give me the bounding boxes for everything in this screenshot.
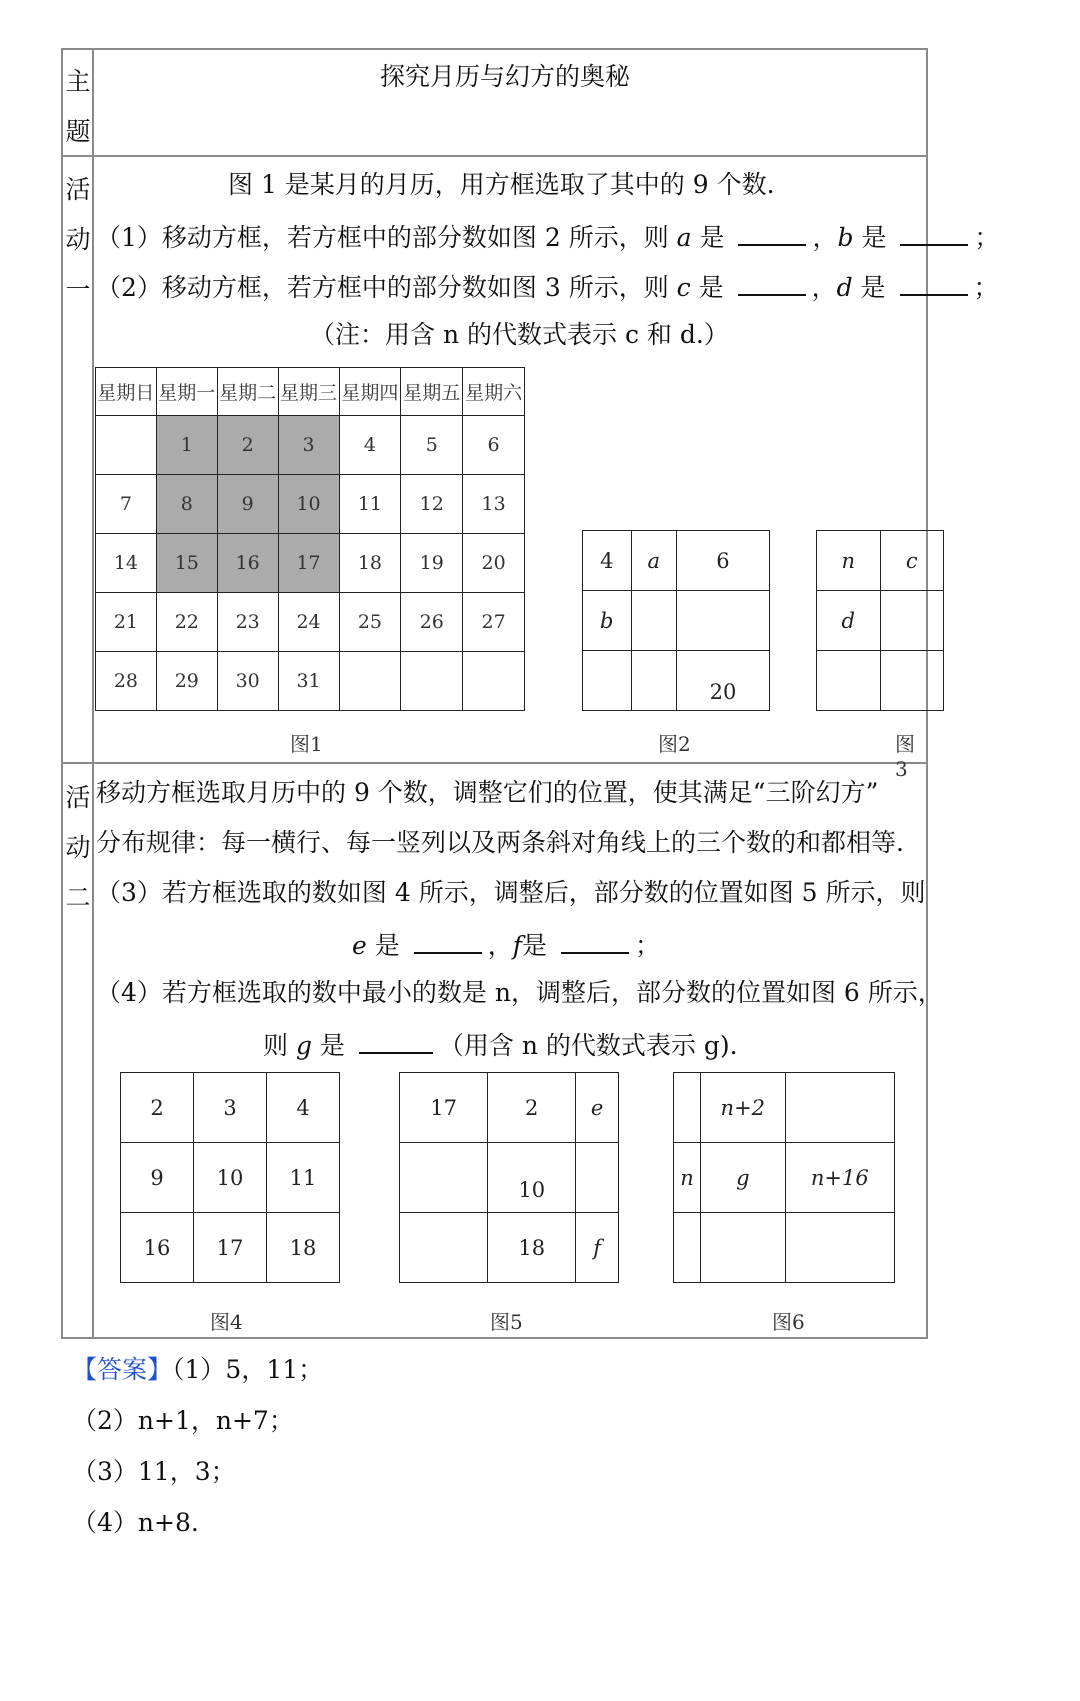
- fig5-cell: 10: [488, 1143, 576, 1213]
- table-border-top: [61, 48, 928, 50]
- fig3-cell: n: [817, 531, 881, 591]
- calendar-figure: [95, 367, 525, 711]
- calendar-cell: [96, 416, 157, 475]
- activity2-label-1: 活: [65, 783, 91, 812]
- calendar-cell: 26: [401, 593, 463, 652]
- fig6-cell: [785, 1213, 894, 1283]
- activity1-intro: 图 1 是某月的月历，用方框选取了其中的 9 个数.: [228, 170, 775, 199]
- topic-label-1: 主: [65, 67, 91, 96]
- answer-line-1: 【答案】（1）5，11；: [72, 1355, 324, 1384]
- topic-label-2: 题: [65, 117, 91, 146]
- answer-tag: 【答案】: [72, 1355, 173, 1384]
- fig5-cell: f: [576, 1213, 619, 1283]
- fig2-cell: 4: [583, 531, 632, 591]
- fig4-cell: 16: [121, 1213, 194, 1283]
- calendar-cell: 29: [156, 652, 217, 711]
- fig4-cell: 11: [267, 1143, 340, 1213]
- fig3-cell: [817, 651, 881, 711]
- calendar-cell: 7: [96, 475, 157, 534]
- calendar-header: 星期一: [156, 368, 217, 416]
- topic-title: 探究月历与幻方的奥秘: [380, 62, 631, 91]
- fig6-cell: [701, 1213, 786, 1283]
- fig5-cell: e: [576, 1073, 619, 1143]
- calendar-week-row: [96, 593, 525, 652]
- calendar-header: 星期二: [217, 368, 278, 416]
- calendar-header: 星期三: [278, 368, 339, 416]
- calendar-week-row: [96, 475, 525, 534]
- question-3-line1: （3）若方框选取的数如图 4 所示，调整后，部分数的位置如图 5 所示，则: [96, 878, 926, 907]
- fig4-cell: 17: [194, 1213, 267, 1283]
- fig2-cell: [583, 651, 632, 711]
- calendar-cell: 23: [217, 593, 278, 652]
- calendar-cell-selected: 1: [156, 416, 217, 475]
- calendar-week-row: [96, 652, 525, 711]
- calendar-header: 星期四: [339, 368, 401, 416]
- figure3-grid: [816, 530, 944, 711]
- activity1-label-3: 一: [65, 275, 91, 304]
- activity1-label-1: 活: [65, 175, 91, 204]
- activity2-intro-2: 分布规律：每一横行、每一竖列以及两条斜对角线上的三个数的和都相等.: [96, 828, 904, 857]
- calendar-cell: 18: [339, 534, 401, 593]
- calendar-cell: 4: [339, 416, 401, 475]
- calendar-week-row: [96, 534, 525, 593]
- fig3-cell: [880, 651, 944, 711]
- answer-blank-a[interactable]: [738, 220, 806, 246]
- fig5-cell: [400, 1143, 488, 1213]
- fig2-cell: [676, 591, 769, 651]
- fig2-cell: a: [631, 531, 676, 591]
- fig5-cell: [400, 1213, 488, 1283]
- fig5-cell: 17: [400, 1073, 488, 1143]
- question-4-line2: 则 g 是 （用含 n 的代数式表示 g).: [263, 1028, 738, 1061]
- fig3-cell: c: [880, 531, 944, 591]
- fig5-cell: 18: [488, 1213, 576, 1283]
- figure3-caption-clip: [895, 728, 926, 781]
- table-border-bottom: [61, 1337, 928, 1339]
- calendar-header: 星期六: [463, 368, 525, 416]
- fig5-cell: 2: [488, 1073, 576, 1143]
- answer-blank-c[interactable]: [738, 270, 806, 296]
- fig6-cell: [674, 1213, 701, 1283]
- figure2-caption: 图2: [658, 732, 691, 756]
- activity2-label-2: 动: [65, 833, 91, 862]
- calendar-cell: 12: [401, 475, 463, 534]
- calendar-cell: 14: [96, 534, 157, 593]
- answer-line-3: （3）11，3；: [72, 1457, 236, 1486]
- figure4-grid: [120, 1072, 340, 1283]
- calendar-cell-selected: 2: [217, 416, 278, 475]
- calendar-cell-selected: 8: [156, 475, 217, 534]
- calendar-cell: 13: [463, 475, 525, 534]
- calendar-header-row: [96, 368, 525, 416]
- fig4-cell: 2: [121, 1073, 194, 1143]
- calendar-cell: 27: [463, 593, 525, 652]
- figure2-grid: [582, 530, 770, 711]
- calendar-cell-selected: 16: [217, 534, 278, 593]
- calendar-cell-selected: 10: [278, 475, 339, 534]
- figure3-clip: [815, 529, 926, 713]
- fig2-cell: [631, 591, 676, 651]
- figure6-grid: [673, 1072, 895, 1283]
- question-1: （1）移动方框，若方框中的部分数如图 2 所示，则 a 是 ，b 是 ；: [96, 220, 999, 253]
- calendar-cell: 21: [96, 593, 157, 652]
- calendar-cell-selected: 15: [156, 534, 217, 593]
- answer-line-4: （4）n+8.: [72, 1508, 199, 1537]
- calendar-cell: 11: [339, 475, 401, 534]
- figure5-caption: 图5: [490, 1310, 523, 1334]
- calendar-cell: [339, 652, 401, 711]
- fig4-cell: 3: [194, 1073, 267, 1143]
- answer-blank-b[interactable]: [900, 220, 968, 246]
- answer-line-2: （2）n+1，n+7；: [72, 1406, 294, 1435]
- activity2-label-3: 二: [65, 883, 91, 912]
- fig4-cell: 9: [121, 1143, 194, 1213]
- figure5-grid: [399, 1072, 619, 1283]
- figure6-caption: 图6: [772, 1310, 805, 1334]
- calendar-cell: 6: [463, 416, 525, 475]
- fig6-cell: n: [674, 1143, 701, 1213]
- fig4-cell: 4: [267, 1073, 340, 1143]
- fig3-cell: d: [817, 591, 881, 651]
- figure1-caption: 图1: [290, 732, 323, 756]
- fig6-cell: [674, 1073, 701, 1143]
- calendar-cell: [401, 652, 463, 711]
- activity1-label-2: 动: [65, 225, 91, 254]
- answer-blank-d[interactable]: [900, 270, 968, 296]
- calendar-cell: 24: [278, 593, 339, 652]
- figure4-caption: 图4: [210, 1310, 243, 1334]
- activity1-note: （注：用含 n 的代数式表示 c 和 d.）: [310, 320, 729, 349]
- calendar-header: 星期日: [96, 368, 157, 416]
- figure3-caption: 图3: [895, 732, 915, 781]
- calendar-cell: [463, 652, 525, 711]
- question-3-line2: e 是 ，f是 ；: [352, 928, 660, 961]
- fig3-cell: [880, 591, 944, 651]
- fig6-cell: g: [701, 1143, 786, 1213]
- answer-blank-e[interactable]: [414, 928, 482, 954]
- fig6-cell: [785, 1073, 894, 1143]
- question-4-line1: （4）若方框选取的数中最小的数是 n，调整后，部分数的位置如图 6 所示，: [96, 978, 943, 1007]
- calendar-cell: 28: [96, 652, 157, 711]
- calendar-cell: 22: [156, 593, 217, 652]
- calendar-cell: 5: [401, 416, 463, 475]
- fig2-cell: b: [583, 591, 632, 651]
- calendar-cell: 20: [463, 534, 525, 593]
- fig6-cell: n+2: [701, 1073, 786, 1143]
- fig4-cell: 18: [267, 1213, 340, 1283]
- calendar-week-row: [96, 416, 525, 475]
- table-row-divider-2: [61, 762, 928, 764]
- calendar-header: 星期五: [401, 368, 463, 416]
- calendar-cell: 31: [278, 652, 339, 711]
- activity2-intro-1: 移动方框选取月历中的 9 个数，调整它们的位置，使其满足“三阶幻方”: [96, 778, 879, 807]
- calendar-cell-selected: 17: [278, 534, 339, 593]
- fig2-cell: 6: [676, 531, 769, 591]
- calendar-cell-selected: 9: [217, 475, 278, 534]
- fig2-cell: [631, 651, 676, 711]
- fig6-cell: n+16: [785, 1143, 894, 1213]
- table-row-divider-1: [61, 155, 928, 157]
- answer-blank-f[interactable]: [561, 928, 629, 954]
- calendar-cell-selected: 3: [278, 416, 339, 475]
- fig2-cell: 20: [676, 651, 769, 711]
- calendar-cell: 25: [339, 593, 401, 652]
- fig4-cell: 10: [194, 1143, 267, 1213]
- answer-blank-g[interactable]: [359, 1028, 433, 1054]
- calendar-cell: 19: [401, 534, 463, 593]
- fig5-cell: [576, 1143, 619, 1213]
- question-2: （2）移动方框，若方框中的部分数如图 3 所示，则 c 是 ，d 是 ；: [96, 270, 999, 303]
- calendar-cell: 30: [217, 652, 278, 711]
